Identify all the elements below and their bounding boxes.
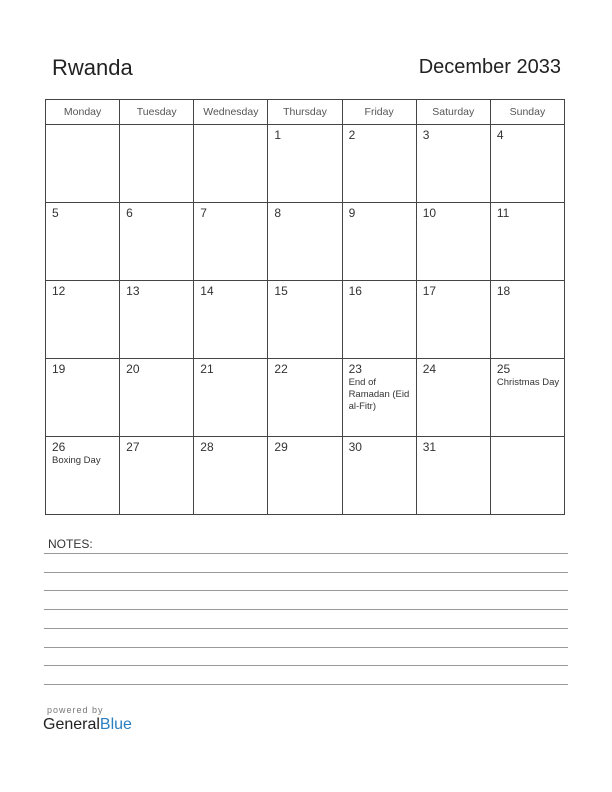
day-number: 12 <box>52 284 66 298</box>
day-number: 14 <box>200 284 214 298</box>
brand-blue: Blue <box>99 716 132 733</box>
day-cell <box>342 437 416 515</box>
day-cell <box>46 203 120 281</box>
day-cell <box>342 125 416 203</box>
notes-label: NOTES: <box>48 537 93 551</box>
day-cell <box>194 203 268 281</box>
day-number: 25 <box>496 362 511 376</box>
day-number: 1 <box>274 128 282 142</box>
day-cell <box>490 125 564 203</box>
day-cell <box>416 437 490 515</box>
day-number: 17 <box>422 284 437 298</box>
note-line <box>44 572 568 573</box>
day-cell <box>194 281 268 359</box>
day-cell <box>490 203 564 281</box>
day-number: 9 <box>348 206 356 220</box>
day-cell <box>120 203 194 281</box>
calendar-grid <box>45 99 565 515</box>
month-year-title: December 2033 <box>418 56 561 78</box>
day-number: 8 <box>274 206 282 220</box>
powered-by-text: powered by <box>47 705 104 715</box>
day-number: 6 <box>126 206 133 220</box>
day-number: 21 <box>200 362 214 376</box>
note-line <box>44 647 568 648</box>
note-line <box>44 590 568 591</box>
day-cell-empty <box>46 125 120 203</box>
day-cell <box>342 281 416 359</box>
day-number: 30 <box>348 440 362 454</box>
weekday-header: Monday <box>46 100 120 125</box>
day-cell <box>120 437 194 515</box>
weekday-header: Tuesday <box>120 100 194 125</box>
weekday-header-row <box>46 100 565 125</box>
day-number: 4 <box>496 128 504 142</box>
day-cell <box>416 281 490 359</box>
weekday-header: Sunday <box>490 100 564 125</box>
day-number: 23 <box>348 362 362 376</box>
day-cell <box>120 281 194 359</box>
day-number: 13 <box>126 284 140 298</box>
weekday-header: Saturday <box>416 100 490 125</box>
week-row <box>46 203 565 281</box>
day-cell <box>194 437 268 515</box>
day-cell <box>490 281 564 359</box>
day-cell <box>268 203 342 281</box>
day-cell <box>342 359 416 437</box>
day-number: 5 <box>52 206 59 220</box>
generalblue-logo <box>43 716 132 734</box>
day-number: 29 <box>274 440 288 454</box>
day-cell <box>490 359 564 437</box>
day-number: 22 <box>274 362 288 376</box>
day-cell-empty <box>194 125 268 203</box>
day-number: 2 <box>348 128 356 142</box>
day-number: 18 <box>496 284 511 298</box>
country-title: Rwanda <box>52 55 133 80</box>
day-cell <box>46 359 120 437</box>
day-cell <box>416 203 490 281</box>
day-number: 16 <box>348 284 362 298</box>
day-cell <box>268 281 342 359</box>
day-cell-empty <box>490 437 564 515</box>
holiday-label: Boxing Day <box>52 455 101 466</box>
note-line <box>44 684 568 685</box>
weekday-header: Thursday <box>268 100 342 125</box>
note-line <box>44 628 568 629</box>
brand-general: General <box>43 716 100 733</box>
weekday-header: Wednesday <box>194 100 268 125</box>
day-number: 20 <box>126 362 140 376</box>
day-number: 27 <box>126 440 140 454</box>
day-number: 24 <box>422 362 437 376</box>
day-cell <box>194 359 268 437</box>
week-row <box>46 125 565 203</box>
day-cell <box>416 359 490 437</box>
week-row <box>46 437 565 515</box>
day-cell <box>268 359 342 437</box>
day-cell <box>268 125 342 203</box>
day-cell <box>416 125 490 203</box>
week-row <box>46 359 565 437</box>
day-number: 28 <box>200 440 214 454</box>
day-number: 19 <box>52 362 66 376</box>
day-cell <box>342 203 416 281</box>
day-cell <box>268 437 342 515</box>
holiday-label: End of Ramadan (Eid al-Fitr) <box>348 377 410 412</box>
day-number: 3 <box>422 128 430 142</box>
day-number: 26 <box>52 440 66 454</box>
note-line <box>44 553 568 554</box>
day-number: 7 <box>200 206 207 220</box>
day-cell <box>120 359 194 437</box>
week-row <box>46 281 565 359</box>
holiday-label: Christmas Day <box>496 377 560 388</box>
note-line <box>44 665 568 666</box>
day-cell <box>46 437 120 515</box>
day-number: 11 <box>496 206 510 220</box>
day-number: 31 <box>422 440 437 454</box>
day-cell <box>46 281 120 359</box>
weekday-header: Friday <box>342 100 416 125</box>
day-cell-empty <box>120 125 194 203</box>
day-number: 15 <box>274 284 288 298</box>
day-number: 10 <box>422 206 437 220</box>
note-line <box>44 609 568 610</box>
